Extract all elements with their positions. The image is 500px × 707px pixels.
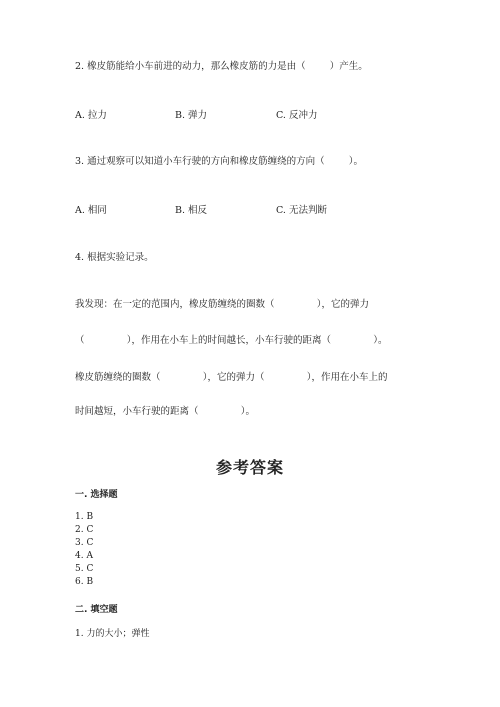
section-1-answer-list [75, 511, 93, 589]
list-item: 1. B [75, 512, 94, 522]
question-4-line-4: 时间越短，小车行驶的距离（ ）。 [75, 406, 256, 417]
list-item: 5. C [75, 564, 94, 574]
list-item: 4. A [75, 551, 93, 561]
question-4-text: 4. 根据实验记录。 [75, 252, 154, 263]
question-2-option-c: C. 反冲力 [276, 110, 318, 121]
question-3-option-a: A. 相同 [75, 205, 107, 216]
list-item: 6. B [75, 577, 94, 587]
section-2-answer-1: 1. 力的大小；弹性 [75, 629, 150, 639]
list-item: 2. C [75, 525, 94, 535]
question-2-option-a: A. 拉力 [75, 110, 107, 121]
question-4-line-1: 我发现：在一定的范围内，橡皮筋缠绕的圈数（ ），它的弹力 [75, 299, 370, 310]
section-2-heading: 二. 填空题 [75, 605, 118, 615]
question-3-option-c: C. 无法判断 [276, 205, 327, 216]
question-2-option-b: B. 弹力 [175, 110, 208, 121]
question-3-options [75, 205, 327, 253]
question-3-text: 3. 通过观察可以知道小车行驶的方向和橡皮筋缠绕的方向（ ）。 [75, 156, 363, 167]
answer-key-title: 参考答案 [215, 458, 284, 477]
section-1-heading: 一. 选择题 [75, 490, 118, 500]
list-item: 3. C [75, 538, 94, 548]
question-2-text: 2. 橡皮筋能给小车前进的动力，那么橡皮筋的力是由（ ）产生。 [75, 61, 368, 72]
question-2-options [75, 110, 318, 158]
question-4-line-3: 橡皮筋缠绕的圈数（ ），它的弹力（ ），作用在小车上的 [75, 372, 388, 383]
question-4-line-2: （ ），作用在小车上的时间越长，小车行驶的距离（ ）。 [75, 335, 388, 346]
question-3-option-b: B. 相反 [175, 205, 208, 216]
